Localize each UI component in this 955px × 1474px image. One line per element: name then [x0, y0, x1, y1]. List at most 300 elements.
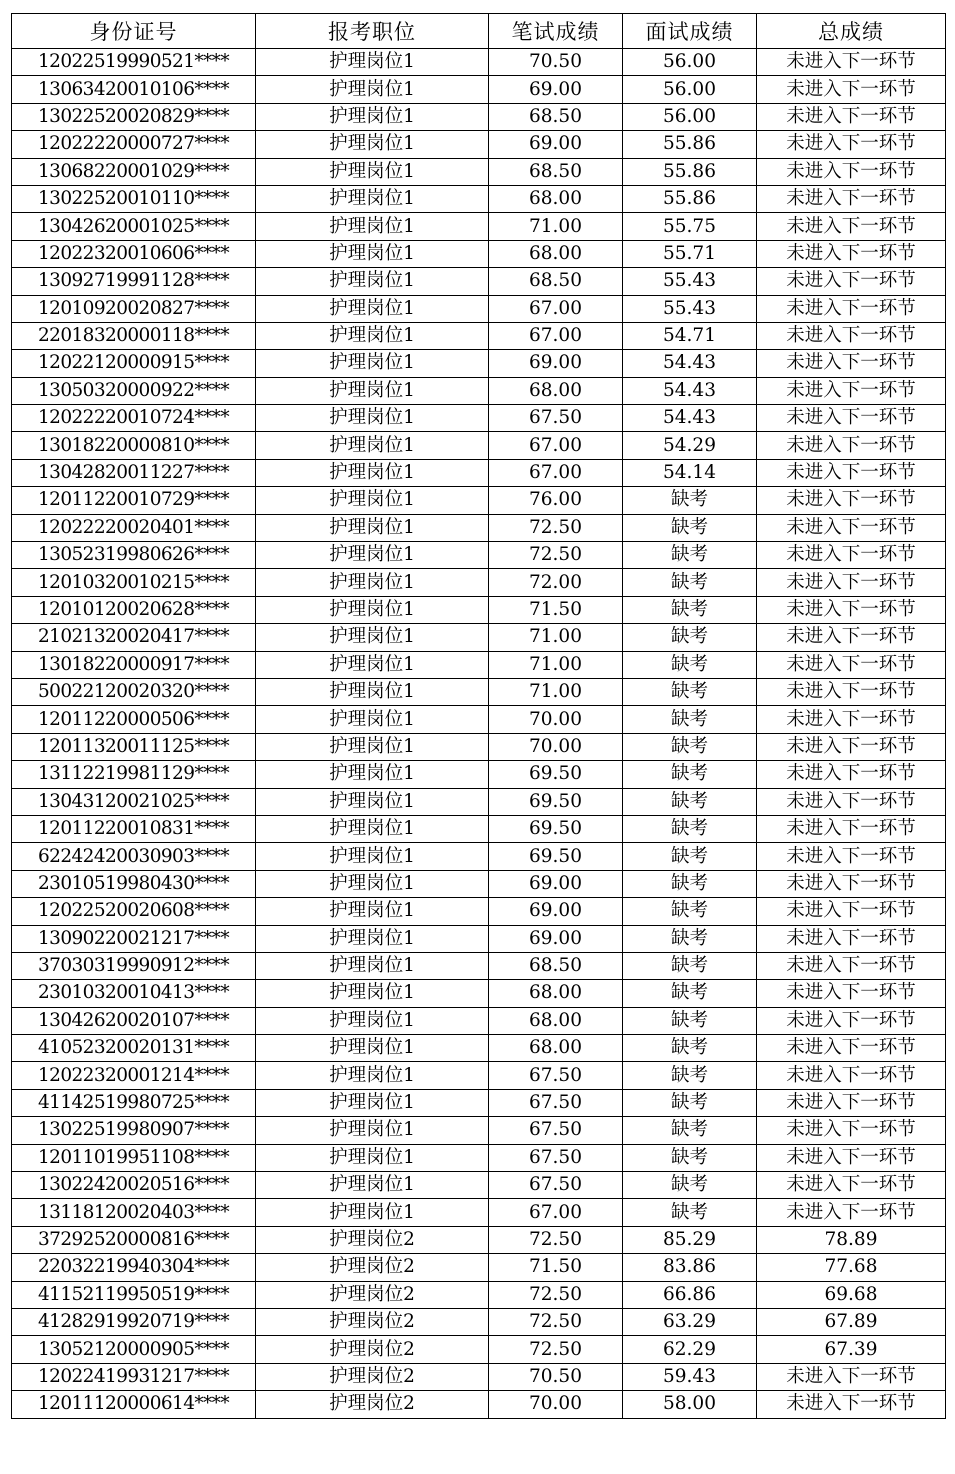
cell-position: 护理岗位1 — [256, 1199, 489, 1226]
cell-id-number: 13052120000905**** — [12, 1336, 256, 1363]
cell-id-number: 12010920020827**** — [12, 295, 256, 322]
table-body — [12, 49, 946, 1419]
cell-interview-score: 56.00 — [623, 49, 757, 76]
cell-position: 护理岗位1 — [256, 952, 489, 979]
table-row — [12, 1336, 946, 1363]
cell-position: 护理岗位1 — [256, 377, 489, 404]
table-row — [12, 1199, 946, 1226]
table-row — [12, 1226, 946, 1253]
cell-total-score: 未进入下一环节 — [757, 733, 946, 760]
cell-interview-score: 缺考 — [623, 925, 757, 952]
cell-position: 护理岗位1 — [256, 1062, 489, 1089]
cell-id-number: 23010320010413**** — [12, 980, 256, 1007]
cell-position: 护理岗位2 — [256, 1226, 489, 1253]
table-row — [12, 1117, 946, 1144]
table-row — [12, 350, 946, 377]
header-row — [12, 14, 946, 49]
table-row — [12, 158, 946, 185]
cell-id-number: 13092719991128**** — [12, 268, 256, 295]
cell-total-score: 未进入下一环节 — [757, 459, 946, 486]
table-row — [12, 569, 946, 596]
table-row — [12, 678, 946, 705]
cell-written-score: 67.50 — [489, 1117, 623, 1144]
cell-written-score: 72.50 — [489, 1308, 623, 1335]
cell-interview-score: 63.29 — [623, 1308, 757, 1335]
cell-id-number: 13090220021217**** — [12, 925, 256, 952]
cell-written-score: 68.50 — [489, 952, 623, 979]
cell-written-score: 68.50 — [489, 158, 623, 185]
cell-total-score: 未进入下一环节 — [757, 131, 946, 158]
cell-total-score: 未进入下一环节 — [757, 980, 946, 1007]
cell-id-number: 12022320001214**** — [12, 1062, 256, 1089]
table-row — [12, 706, 946, 733]
cell-written-score: 71.00 — [489, 678, 623, 705]
cell-position: 护理岗位1 — [256, 925, 489, 952]
cell-interview-score: 55.86 — [623, 158, 757, 185]
cell-total-score: 未进入下一环节 — [757, 487, 946, 514]
cell-interview-score: 缺考 — [623, 1035, 757, 1062]
cell-position: 护理岗位2 — [256, 1391, 489, 1418]
cell-position: 护理岗位1 — [256, 268, 489, 295]
cell-total-score: 未进入下一环节 — [757, 1035, 946, 1062]
cell-position: 护理岗位1 — [256, 350, 489, 377]
cell-written-score: 68.00 — [489, 1007, 623, 1034]
cell-interview-score: 55.75 — [623, 213, 757, 240]
cell-id-number: 12022120000915**** — [12, 350, 256, 377]
cell-id-number: 12010320010215**** — [12, 569, 256, 596]
table-row — [12, 131, 946, 158]
table-row — [12, 980, 946, 1007]
cell-id-number: 41142519980725**** — [12, 1089, 256, 1116]
cell-interview-score: 缺考 — [623, 952, 757, 979]
cell-position: 护理岗位1 — [256, 405, 489, 432]
table-row — [12, 761, 946, 788]
cell-interview-score: 56.00 — [623, 103, 757, 130]
cell-position: 护理岗位2 — [256, 1336, 489, 1363]
cell-total-score: 未进入下一环节 — [757, 1363, 946, 1390]
cell-interview-score: 缺考 — [623, 706, 757, 733]
cell-total-score: 未进入下一环节 — [757, 925, 946, 952]
cell-interview-score: 缺考 — [623, 569, 757, 596]
cell-position: 护理岗位1 — [256, 240, 489, 267]
table-row — [12, 1254, 946, 1281]
cell-written-score: 72.50 — [489, 1226, 623, 1253]
cell-total-score: 未进入下一环节 — [757, 1089, 946, 1116]
cell-position: 护理岗位1 — [256, 76, 489, 103]
cell-written-score: 69.00 — [489, 350, 623, 377]
cell-interview-score: 54.43 — [623, 377, 757, 404]
cell-id-number: 12010120020628**** — [12, 596, 256, 623]
cell-total-score: 未进入下一环节 — [757, 569, 946, 596]
cell-id-number: 13022520010110**** — [12, 185, 256, 212]
cell-position: 护理岗位1 — [256, 1172, 489, 1199]
cell-written-score: 68.00 — [489, 1035, 623, 1062]
cell-id-number: 21021320020417**** — [12, 624, 256, 651]
cell-total-score: 未进入下一环节 — [757, 596, 946, 623]
cell-total-score: 69.68 — [757, 1281, 946, 1308]
cell-id-number: 22018320000118**** — [12, 322, 256, 349]
cell-total-score: 未进入下一环节 — [757, 377, 946, 404]
cell-total-score: 未进入下一环节 — [757, 542, 946, 569]
cell-position: 护理岗位1 — [256, 432, 489, 459]
cell-total-score: 未进入下一环节 — [757, 103, 946, 130]
cell-written-score: 69.00 — [489, 870, 623, 897]
table-row — [12, 49, 946, 76]
cell-position: 护理岗位1 — [256, 213, 489, 240]
cell-id-number: 13018220000917**** — [12, 651, 256, 678]
cell-id-number: 13042620020107**** — [12, 1007, 256, 1034]
cell-interview-score: 缺考 — [623, 678, 757, 705]
cell-total-score: 未进入下一环节 — [757, 1144, 946, 1171]
cell-total-score: 未进入下一环节 — [757, 1391, 946, 1418]
cell-total-score: 未进入下一环节 — [757, 49, 946, 76]
cell-interview-score: 55.86 — [623, 131, 757, 158]
cell-id-number: 12022220010724**** — [12, 405, 256, 432]
cell-position: 护理岗位2 — [256, 1308, 489, 1335]
cell-total-score: 未进入下一环节 — [757, 788, 946, 815]
cell-total-score: 未进入下一环节 — [757, 1199, 946, 1226]
cell-interview-score: 54.43 — [623, 350, 757, 377]
cell-interview-score: 缺考 — [623, 542, 757, 569]
table-row — [12, 624, 946, 651]
cell-position: 护理岗位1 — [256, 295, 489, 322]
table-row — [12, 240, 946, 267]
cell-id-number: 13063420010106**** — [12, 76, 256, 103]
cell-position: 护理岗位1 — [256, 131, 489, 158]
cell-position: 护理岗位1 — [256, 185, 489, 212]
cell-id-number: 12022220020401**** — [12, 514, 256, 541]
cell-id-number: 12011220010831**** — [12, 815, 256, 842]
cell-interview-score: 54.14 — [623, 459, 757, 486]
cell-interview-score: 缺考 — [623, 870, 757, 897]
cell-position: 护理岗位1 — [256, 103, 489, 130]
header-total-score: 总成绩 — [757, 14, 946, 49]
cell-position: 护理岗位1 — [256, 596, 489, 623]
cell-position: 护理岗位1 — [256, 651, 489, 678]
cell-id-number: 13042820011227**** — [12, 459, 256, 486]
cell-position: 护理岗位1 — [256, 1035, 489, 1062]
cell-written-score: 67.50 — [489, 1144, 623, 1171]
cell-interview-score: 83.86 — [623, 1254, 757, 1281]
cell-interview-score: 55.43 — [623, 295, 757, 322]
cell-total-score: 67.39 — [757, 1336, 946, 1363]
cell-written-score: 70.50 — [489, 49, 623, 76]
cell-written-score: 69.00 — [489, 76, 623, 103]
table-row — [12, 514, 946, 541]
table-row — [12, 295, 946, 322]
table-row — [12, 1007, 946, 1034]
cell-position: 护理岗位1 — [256, 542, 489, 569]
cell-written-score: 69.50 — [489, 788, 623, 815]
table-row — [12, 870, 946, 897]
cell-id-number: 12022220000727**** — [12, 131, 256, 158]
cell-written-score: 69.00 — [489, 925, 623, 952]
cell-id-number: 50022120020320**** — [12, 678, 256, 705]
cell-position: 护理岗位1 — [256, 870, 489, 897]
cell-position: 护理岗位1 — [256, 843, 489, 870]
cell-id-number: 12011220000506**** — [12, 706, 256, 733]
cell-written-score: 68.00 — [489, 185, 623, 212]
cell-total-score: 未进入下一环节 — [757, 843, 946, 870]
cell-total-score: 未进入下一环节 — [757, 295, 946, 322]
cell-interview-score: 66.86 — [623, 1281, 757, 1308]
cell-total-score: 未进入下一环节 — [757, 268, 946, 295]
header-position: 报考职位 — [256, 14, 489, 49]
cell-written-score: 68.00 — [489, 980, 623, 1007]
cell-total-score: 未进入下一环节 — [757, 432, 946, 459]
table-row — [12, 898, 946, 925]
cell-id-number: 37292520000816**** — [12, 1226, 256, 1253]
cell-written-score: 70.00 — [489, 1391, 623, 1418]
cell-written-score: 67.50 — [489, 1062, 623, 1089]
table-row — [12, 185, 946, 212]
cell-position: 护理岗位1 — [256, 49, 489, 76]
cell-written-score: 71.00 — [489, 213, 623, 240]
cell-written-score: 71.00 — [489, 624, 623, 651]
cell-written-score: 72.50 — [489, 542, 623, 569]
cell-interview-score: 缺考 — [623, 1007, 757, 1034]
cell-written-score: 70.50 — [489, 1363, 623, 1390]
cell-interview-score: 缺考 — [623, 815, 757, 842]
cell-interview-score: 缺考 — [623, 514, 757, 541]
cell-total-score: 未进入下一环节 — [757, 1007, 946, 1034]
cell-total-score: 未进入下一环节 — [757, 952, 946, 979]
cell-id-number: 22032219940304**** — [12, 1254, 256, 1281]
cell-interview-score: 缺考 — [623, 1062, 757, 1089]
cell-written-score: 71.50 — [489, 1254, 623, 1281]
cell-position: 护理岗位1 — [256, 1007, 489, 1034]
cell-position: 护理岗位1 — [256, 898, 489, 925]
cell-interview-score: 缺考 — [623, 1117, 757, 1144]
cell-interview-score: 54.43 — [623, 405, 757, 432]
table-row — [12, 76, 946, 103]
cell-written-score: 70.00 — [489, 733, 623, 760]
table-row — [12, 1281, 946, 1308]
cell-id-number: 13050320000922**** — [12, 377, 256, 404]
cell-written-score: 69.00 — [489, 898, 623, 925]
cell-interview-score: 缺考 — [623, 596, 757, 623]
cell-interview-score: 缺考 — [623, 487, 757, 514]
table-row — [12, 1144, 946, 1171]
cell-total-score: 未进入下一环节 — [757, 185, 946, 212]
cell-written-score: 76.00 — [489, 487, 623, 514]
cell-id-number: 13022520020829**** — [12, 103, 256, 130]
table-row — [12, 1391, 946, 1418]
cell-id-number: 41052320020131**** — [12, 1035, 256, 1062]
cell-total-score: 未进入下一环节 — [757, 322, 946, 349]
cell-total-score: 未进入下一环节 — [757, 624, 946, 651]
cell-total-score: 未进入下一环节 — [757, 815, 946, 842]
table-row — [12, 1062, 946, 1089]
table-row — [12, 103, 946, 130]
cell-id-number: 12011320011125**** — [12, 733, 256, 760]
cell-interview-score: 缺考 — [623, 898, 757, 925]
cell-written-score: 68.50 — [489, 268, 623, 295]
table-row — [12, 542, 946, 569]
cell-interview-score: 缺考 — [623, 788, 757, 815]
cell-id-number: 13068220001029**** — [12, 158, 256, 185]
cell-position: 护理岗位1 — [256, 158, 489, 185]
cell-total-score: 未进入下一环节 — [757, 1062, 946, 1089]
cell-position: 护理岗位1 — [256, 1117, 489, 1144]
cell-total-score: 未进入下一环节 — [757, 678, 946, 705]
cell-written-score: 67.50 — [489, 1172, 623, 1199]
cell-position: 护理岗位1 — [256, 459, 489, 486]
table-row — [12, 815, 946, 842]
cell-id-number: 13052319980626**** — [12, 542, 256, 569]
cell-id-number: 13022420020516**** — [12, 1172, 256, 1199]
cell-position: 护理岗位1 — [256, 487, 489, 514]
cell-interview-score: 55.71 — [623, 240, 757, 267]
cell-position: 护理岗位1 — [256, 322, 489, 349]
cell-total-score: 未进入下一环节 — [757, 870, 946, 897]
table-row — [12, 952, 946, 979]
cell-written-score: 67.50 — [489, 1089, 623, 1116]
table-row — [12, 487, 946, 514]
cell-id-number: 12011019951108**** — [12, 1144, 256, 1171]
cell-id-number: 62242420030903**** — [12, 843, 256, 870]
cell-id-number: 13118120020403**** — [12, 1199, 256, 1226]
cell-written-score: 69.50 — [489, 843, 623, 870]
cell-position: 护理岗位1 — [256, 1144, 489, 1171]
cell-total-score: 未进入下一环节 — [757, 76, 946, 103]
cell-written-score: 67.00 — [489, 295, 623, 322]
cell-id-number: 13022519980907**** — [12, 1117, 256, 1144]
cell-written-score: 67.00 — [489, 432, 623, 459]
cell-total-score: 未进入下一环节 — [757, 350, 946, 377]
cell-position: 护理岗位2 — [256, 1254, 489, 1281]
header-id-number: 身份证号 — [12, 14, 256, 49]
cell-written-score: 67.00 — [489, 459, 623, 486]
table-row — [12, 1363, 946, 1390]
table-row — [12, 322, 946, 349]
cell-written-score: 72.50 — [489, 1336, 623, 1363]
cell-written-score: 67.50 — [489, 405, 623, 432]
cell-interview-score: 58.00 — [623, 1391, 757, 1418]
cell-position: 护理岗位1 — [256, 678, 489, 705]
header-written-score: 笔试成绩 — [489, 14, 623, 49]
table-row — [12, 788, 946, 815]
table-row — [12, 1035, 946, 1062]
cell-total-score: 67.89 — [757, 1308, 946, 1335]
cell-interview-score: 缺考 — [623, 1199, 757, 1226]
cell-total-score: 未进入下一环节 — [757, 240, 946, 267]
cell-written-score: 69.00 — [489, 131, 623, 158]
table-row — [12, 1089, 946, 1116]
cell-id-number: 13018220000810**** — [12, 432, 256, 459]
cell-written-score: 70.00 — [489, 706, 623, 733]
table-row — [12, 213, 946, 240]
cell-position: 护理岗位1 — [256, 514, 489, 541]
cell-written-score: 71.50 — [489, 596, 623, 623]
cell-position: 护理岗位1 — [256, 815, 489, 842]
results-table — [11, 13, 946, 1419]
cell-position: 护理岗位1 — [256, 733, 489, 760]
cell-interview-score: 54.29 — [623, 432, 757, 459]
cell-interview-score: 缺考 — [623, 1089, 757, 1116]
cell-position: 护理岗位1 — [256, 706, 489, 733]
cell-id-number: 23010519980430**** — [12, 870, 256, 897]
table-row — [12, 1172, 946, 1199]
cell-written-score: 72.00 — [489, 569, 623, 596]
cell-position: 护理岗位2 — [256, 1363, 489, 1390]
cell-interview-score: 59.43 — [623, 1363, 757, 1390]
cell-total-score: 未进入下一环节 — [757, 706, 946, 733]
cell-position: 护理岗位1 — [256, 1089, 489, 1116]
table-row — [12, 651, 946, 678]
cell-id-number: 12011220010729**** — [12, 487, 256, 514]
header-interview-score: 面试成绩 — [623, 14, 757, 49]
table-row — [12, 377, 946, 404]
cell-position: 护理岗位1 — [256, 788, 489, 815]
cell-interview-score: 缺考 — [623, 1144, 757, 1171]
cell-total-score: 78.89 — [757, 1226, 946, 1253]
table-row — [12, 432, 946, 459]
cell-id-number: 37030319990912**** — [12, 952, 256, 979]
cell-interview-score: 缺考 — [623, 733, 757, 760]
cell-total-score: 77.68 — [757, 1254, 946, 1281]
table-row — [12, 405, 946, 432]
cell-written-score: 72.50 — [489, 514, 623, 541]
cell-position: 护理岗位1 — [256, 980, 489, 1007]
cell-position: 护理岗位1 — [256, 761, 489, 788]
table-row — [12, 925, 946, 952]
cell-id-number: 12022419931217**** — [12, 1363, 256, 1390]
cell-written-score: 72.50 — [489, 1281, 623, 1308]
table-row — [12, 1308, 946, 1335]
cell-id-number: 12011120000614**** — [12, 1391, 256, 1418]
cell-interview-score: 缺考 — [623, 980, 757, 1007]
cell-written-score: 71.00 — [489, 651, 623, 678]
cell-written-score: 69.50 — [489, 761, 623, 788]
cell-position: 护理岗位1 — [256, 624, 489, 651]
cell-interview-score: 缺考 — [623, 651, 757, 678]
cell-written-score: 69.50 — [489, 815, 623, 842]
cell-total-score: 未进入下一环节 — [757, 213, 946, 240]
cell-written-score: 68.00 — [489, 377, 623, 404]
cell-id-number: 12022520020608**** — [12, 898, 256, 925]
cell-total-score: 未进入下一环节 — [757, 405, 946, 432]
cell-interview-score: 缺考 — [623, 761, 757, 788]
table-header — [12, 14, 946, 49]
cell-id-number: 12022519990521**** — [12, 49, 256, 76]
cell-interview-score: 缺考 — [623, 624, 757, 651]
cell-written-score: 67.00 — [489, 322, 623, 349]
cell-total-score: 未进入下一环节 — [757, 1172, 946, 1199]
cell-total-score: 未进入下一环节 — [757, 514, 946, 541]
cell-interview-score: 62.29 — [623, 1336, 757, 1363]
cell-total-score: 未进入下一环节 — [757, 1117, 946, 1144]
cell-interview-score: 54.71 — [623, 322, 757, 349]
cell-position: 护理岗位2 — [256, 1281, 489, 1308]
table-row — [12, 268, 946, 295]
cell-id-number: 41152119950519**** — [12, 1281, 256, 1308]
cell-id-number: 13043120021025**** — [12, 788, 256, 815]
table-row — [12, 596, 946, 623]
cell-interview-score: 缺考 — [623, 843, 757, 870]
cell-id-number: 13112219981129**** — [12, 761, 256, 788]
cell-interview-score: 55.86 — [623, 185, 757, 212]
cell-written-score: 68.50 — [489, 103, 623, 130]
table-row — [12, 843, 946, 870]
table-row — [12, 459, 946, 486]
cell-total-score: 未进入下一环节 — [757, 651, 946, 678]
cell-written-score: 67.00 — [489, 1199, 623, 1226]
cell-position: 护理岗位1 — [256, 569, 489, 596]
cell-id-number: 12022320010606**** — [12, 240, 256, 267]
cell-interview-score: 85.29 — [623, 1226, 757, 1253]
cell-id-number: 13042620001025**** — [12, 213, 256, 240]
